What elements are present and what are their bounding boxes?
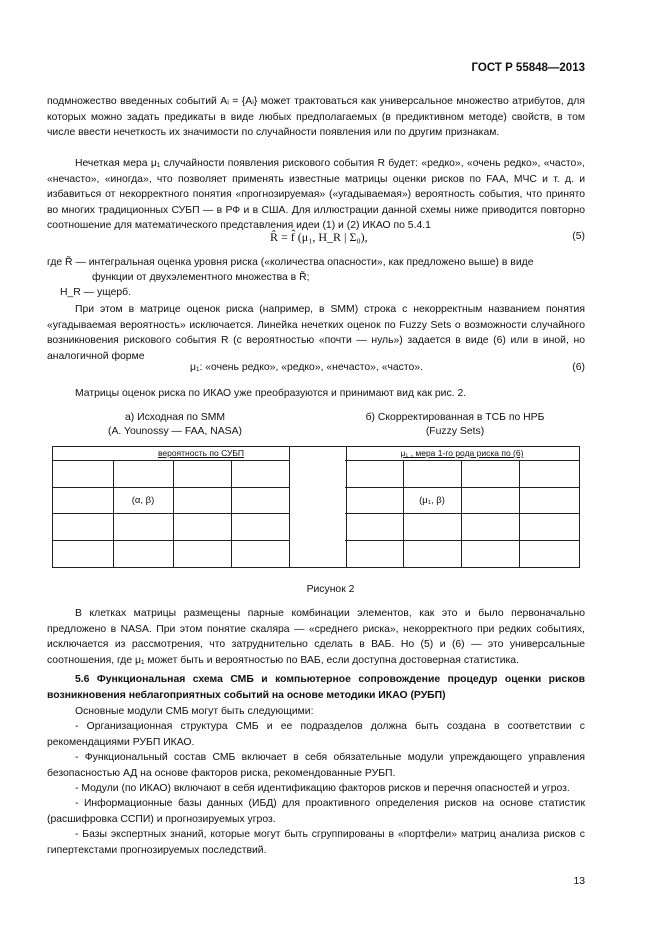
left-row-line-3 bbox=[53, 513, 289, 514]
doc-header-id: ГОСТ Р 55848—2013 bbox=[471, 62, 585, 74]
left-matrix-header: вероятность по СУБП bbox=[113, 448, 289, 461]
paragraph-4: Матрицы оценок риска по ИКАО уже преобразуются и принимают вид как рис. 2. bbox=[75, 388, 467, 399]
right-col-line-2 bbox=[461, 460, 462, 567]
section-5-6-title: 5.6 Функциональная схема СМБ и компьютерное сопровождение процедур оценки рисков возникновения неблагоприятных событий на основе методики ИКАО (РУБП) bbox=[47, 674, 585, 701]
right-col-line-3 bbox=[519, 460, 520, 567]
risk-matrix-figure bbox=[52, 446, 580, 568]
paragraph-2: Нечеткая мера μ₁ случайности появления рискового события R будет: «редко», «очень редко», «часто», «нечасто», «иногда», что позволяет применять известные матрицы оценки рисков по FAA, МЧС и т. д. и избавиться от некорректного понятия «прогнозируемая» («угадываемая») вероятность события, что принято во многих традиционных СУБП — в РФ и в США. Для иллюстрации данной схемы ниже приводится повторно соотношение для математического представления идеи (1) и (2) ИКАО по 5.4.1 bbox=[47, 158, 585, 232]
right-row-line-2 bbox=[345, 487, 579, 488]
formula-5: R̂ = f̂ (μ₁, H_R | Σ₀), bbox=[270, 230, 368, 244]
right-matrix-header: μ₁ , мера 1-го рода риска по (6) bbox=[400, 448, 524, 458]
left-row-line-1 bbox=[53, 460, 289, 461]
list-intro: Основные модули СМБ могут быть следующими: bbox=[75, 706, 314, 717]
figure-right-caption-line1: б) Скорректированная в ТСБ по НРБ bbox=[365, 412, 545, 423]
left-col-line-1 bbox=[113, 460, 114, 567]
left-row-line-2 bbox=[53, 487, 289, 488]
formula-5-number: (5) bbox=[572, 231, 585, 242]
figure-right-caption-line2: (Fuzzy Sets) bbox=[425, 426, 485, 437]
page-number: 13 bbox=[573, 876, 585, 887]
right-col-line-1 bbox=[403, 460, 404, 567]
formula-6-number: (6) bbox=[572, 362, 585, 373]
right-row-line-3 bbox=[345, 513, 579, 514]
list-item-2: - Функциональный состав СМБ включает в себя обязательные модули упреждающего управления безопасностью АД на основе факторов риска, рекомендованные РУБП. bbox=[47, 752, 585, 779]
formula-6: μ₁: «очень редко», «редко», «нечасто», «часто». bbox=[190, 362, 423, 373]
matrix-gap bbox=[289, 447, 347, 567]
list-item-4: - Информационные базы данных (ИБД) для проактивного определения рисков на основе статистик (расшифровка ССПИ) и прогнозируемых угроз. bbox=[47, 798, 585, 825]
left-col-line-2 bbox=[173, 460, 174, 567]
where-line-1: где R̃ — интегральная оценка уровня риска («количества опасности», как предложено выше) в виде bbox=[47, 257, 534, 268]
figure-left-caption-line1: а) Исходная по SMM bbox=[124, 412, 226, 423]
figure-right-caption bbox=[320, 411, 590, 439]
left-col-line-3 bbox=[231, 460, 232, 567]
paragraph-5: В клетках матрицы размещены парные комбинации элементов, как это и было первоначально предложено в NASA. При этом понятие скаляра — «среднего риска», некорректного при редких событиях, исключается из рассмотрения, что затруднительно сделать в ВАБ. Но (5) и (6) — это универсальные соотношения, где μ₁ может быть и вероятностью по ВАБ, если доступна достоверная статистика. bbox=[47, 608, 585, 666]
left-row-line-4 bbox=[53, 540, 289, 541]
list-item-5: - Базы экспертных знаний, которые могут быть сгруппированы в «портфели» матриц анализа рисков с гипертекстами прогнозируемых последствий. bbox=[47, 829, 585, 856]
where-line-1b: функции от двухэлементного множества в R̃; bbox=[92, 272, 310, 283]
left-matrix bbox=[53, 447, 289, 567]
list-item-1: - Организационная структура СМБ и ее подразделов должна быть создана в соответствии с рекомендациями РУБП ИКАО. bbox=[47, 721, 585, 748]
figure-caption: Рисунок 2 bbox=[306, 584, 355, 595]
list-item-3: - Модули (по ИКАО) включают в себя идентификацию факторов рисков и перечня опасностей и угроз. bbox=[75, 783, 570, 794]
right-pair-label: (μ₁, β) bbox=[419, 495, 445, 506]
figure-left-caption-line2: (A. Younossy — FAA, NASA) bbox=[108, 426, 242, 437]
where-line-2: H_R — ущерб. bbox=[60, 287, 131, 298]
right-matrix bbox=[345, 447, 579, 567]
right-row-line-4 bbox=[345, 540, 579, 541]
paragraph-3: При этом в матрице оценок риска (например, в SMM) строка с некорректным названием понятия «угадываемая вероятность» исключается. Линейка нечетких оценок по Fuzzy Sets о возможности случайного возникновения рискового события R (с вероятностью «почти — нуль») задается в виде (6) или в иной, но аналогичной форме bbox=[47, 304, 585, 362]
paragraph-1: подмножество введенных событий Aᵢ = {Aᵢ} может трактоваться как универсальное множество атрибутов, для которых можно задать предикаты в виде любых предполагаемых (в предиктивном методе) свойств, в том числе ввести нечеткость их значимости по случайности появления или по другим признакам. bbox=[47, 96, 585, 139]
right-row-line-1 bbox=[345, 460, 579, 461]
figure-left-caption bbox=[60, 411, 290, 439]
left-pair-label: (α, β) bbox=[131, 495, 155, 506]
